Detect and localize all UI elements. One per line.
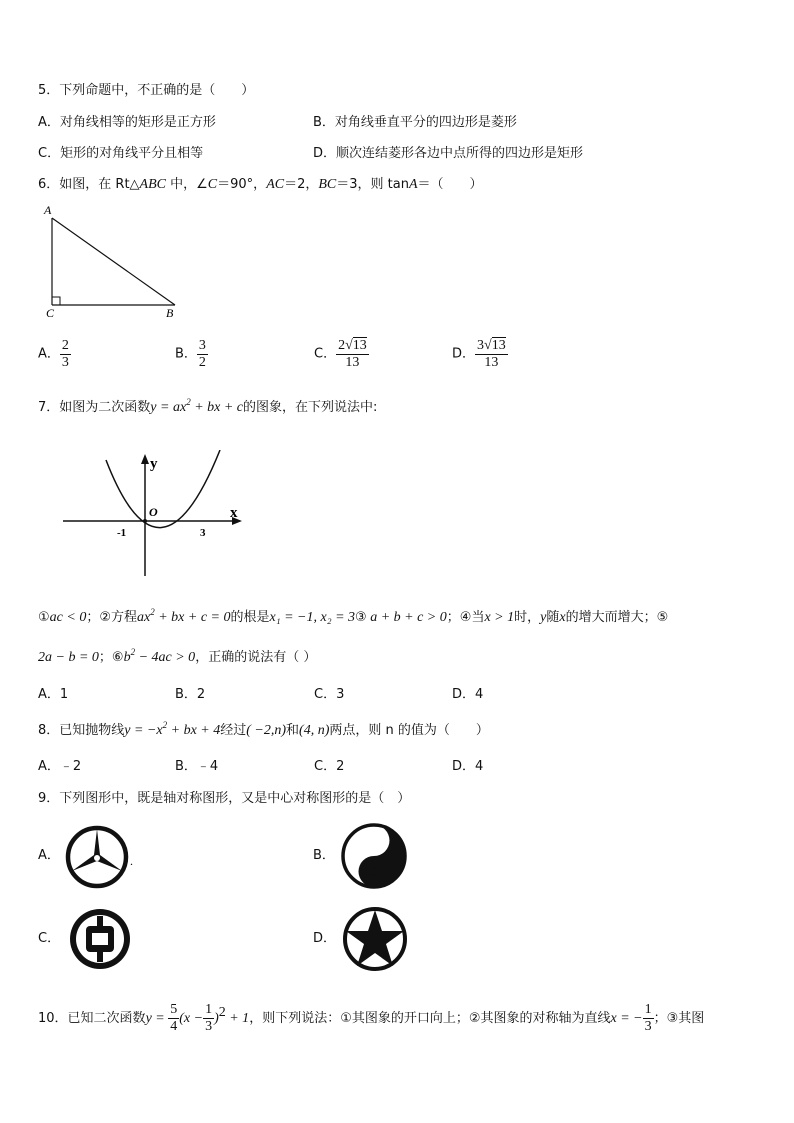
q6-triangle-figure	[38, 200, 188, 322]
q6-option-d[interactable]: D． $\frac{3√13}{13}$	[452, 338, 506, 370]
q9-option-d-label[interactable]: D．	[313, 931, 337, 946]
svg-text:.: .	[130, 854, 133, 868]
q7-option-b[interactable]: B．2	[175, 687, 206, 702]
q5-option-d[interactable]: D．顺次连结菱形各边中点所得的四边形是矩形	[313, 146, 584, 161]
q8-option-b[interactable]: B．﹣4	[175, 759, 219, 774]
q9-option-a-mercedes-icon[interactable]	[64, 825, 134, 889]
q7-parabola-graph	[60, 450, 250, 578]
q5-stem: 5．下列命题中，不正确的是（ ）	[38, 83, 255, 98]
q9-option-c-coin-icon[interactable]	[66, 906, 134, 972]
q9-stem: 9．下列图形中，既是轴对称图形，又是中心对称图形的是（ ）	[38, 791, 411, 806]
q9-option-a-label[interactable]: A．	[38, 848, 60, 863]
q7-statements-line2: 2a − b = 0；$⑥b^2 - 4ac > 0$，正确的说法有（ ）	[38, 647, 317, 665]
q5-option-b[interactable]: B．对角线垂直平分的四边形是菱形	[313, 115, 517, 130]
q7-statements-line1: ①ac < 0；②方程$ax^2$ + bx + c = 0的根是x₁ = −1, x₂ = 3③ a + b + c > 0；④当x > 1时，y随x的增大而增大；⑤	[38, 607, 669, 625]
q6-option-c[interactable]: C． $\frac{2√13}{13}$	[314, 338, 367, 370]
q5-option-a[interactable]: A．对角线相等的矩形是正方形	[38, 115, 216, 130]
q6-vertex-a: A	[44, 203, 52, 217]
q10-stem: 10．已知二次函数y = $\frac{5}{4}$ (x − $\frac{1}{3}$ )$^2$ + 1，则下列说法：①其图象的开口向上；②其图象的对称轴为直线x = − $\frac{1}{3}$ ；③其图	[38, 1002, 705, 1034]
q9-option-d-star-icon[interactable]	[340, 905, 410, 973]
q9-option-b-yinyang-icon[interactable]	[340, 822, 408, 890]
q7-option-d[interactable]: D．4	[452, 687, 484, 702]
q7-x-label: x	[230, 505, 238, 521]
q6-option-a[interactable]: A． $\frac{2}{3}$	[38, 338, 69, 370]
q6-vertex-c: C	[46, 306, 55, 320]
q6-vertex-b: B	[166, 306, 174, 320]
q9-option-b-label[interactable]: B．	[313, 848, 335, 863]
q7-stem: 7．如图为二次函数$y = ax^2$ + bx + c的图象，在下列说法中:	[38, 397, 378, 415]
q7-option-a[interactable]: A．1	[38, 687, 69, 702]
q7-tick-neg-label: -1	[117, 527, 127, 539]
q6-stem: 6．如图，在 Rt△ABC 中，∠C＝90°，AC＝2，BC＝3，则 tanA＝（ ）	[38, 177, 483, 192]
q7-origin-label: O	[149, 505, 158, 519]
q7-tick-pos-label: 3	[200, 527, 206, 539]
q8-stem: 8．已知抛物线$y = -x^2$ + bx + 4经过( −2,n)和(4, n)两点，则 n 的值为（ ）	[38, 720, 489, 738]
q5-option-c[interactable]: C．矩形的对角线平分且相等	[38, 146, 204, 161]
q7-option-c[interactable]: C．3	[314, 687, 345, 702]
q9-option-c-label[interactable]: C．	[38, 931, 61, 946]
q8-option-a[interactable]: A．﹣2	[38, 759, 82, 774]
q8-option-d[interactable]: D．4	[452, 759, 484, 774]
q6-option-b[interactable]: B． $\frac{3}{2}$	[175, 338, 206, 370]
q8-option-c[interactable]: C．2	[314, 759, 345, 774]
q7-y-label: y	[150, 456, 158, 472]
